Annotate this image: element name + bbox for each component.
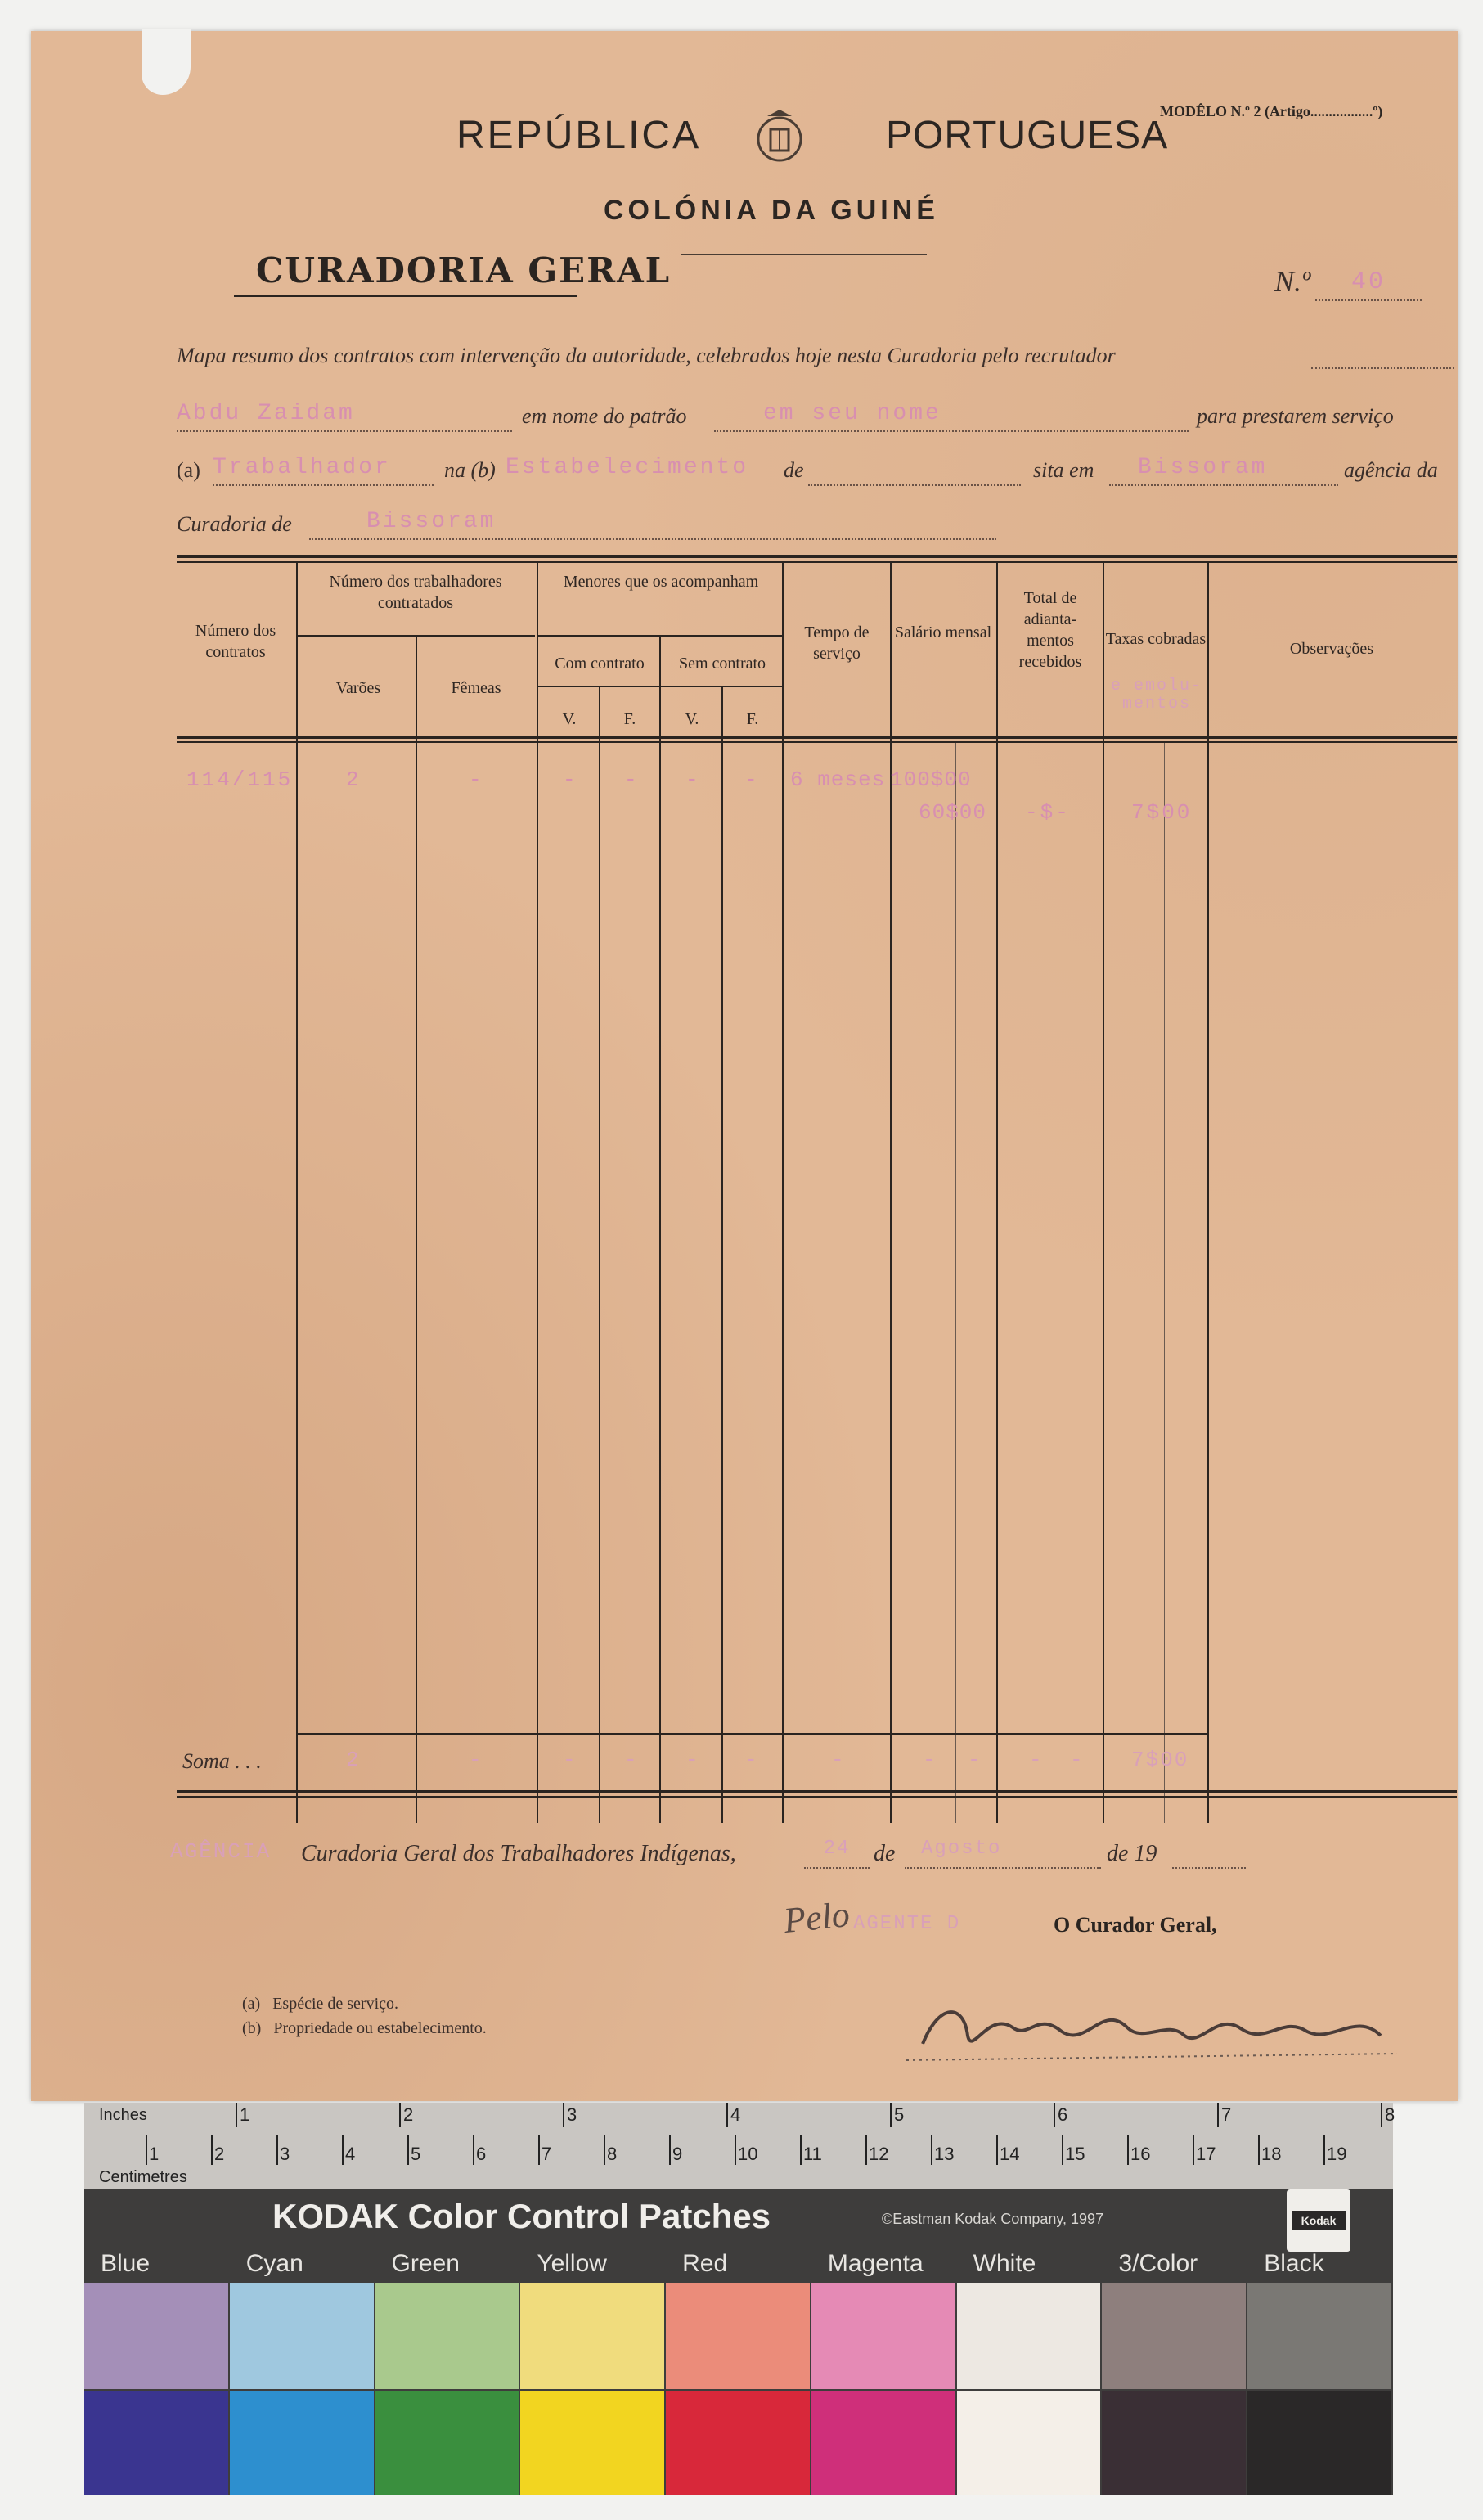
patch-label: Cyan xyxy=(245,2250,303,2277)
color-patch-top xyxy=(1102,2283,1246,2389)
inch-tick xyxy=(1054,2103,1055,2127)
footer-month: Agosto xyxy=(921,1838,1002,1860)
soma-taxas: 7$00 xyxy=(1131,1748,1189,1772)
cm-number: 11 xyxy=(803,2144,822,2164)
col-line-1 xyxy=(296,563,298,1823)
footer-year-dots xyxy=(1172,1838,1246,1869)
soma-tempo: - xyxy=(831,1748,846,1772)
header-tempo: Tempo de serviço xyxy=(804,623,870,663)
cell-com-v: - xyxy=(563,767,578,792)
cell-taxas: 7$00 xyxy=(1131,800,1193,825)
coat-of-arms-icon xyxy=(751,106,808,172)
patch-label: Green xyxy=(391,2250,460,2277)
cm-number: 1 xyxy=(149,2144,160,2164)
ruler-inches-label: Inches xyxy=(99,2106,147,2124)
curadoria-value: Bissoram xyxy=(366,509,497,534)
intro-dots xyxy=(1311,346,1454,369)
kodak-logo-icon xyxy=(1287,2189,1350,2252)
inch-tick xyxy=(890,2103,892,2127)
inch-number: 1 xyxy=(240,2104,250,2125)
color-patch-top xyxy=(1247,2283,1391,2389)
cm-number: 2 xyxy=(214,2144,225,2164)
number-field xyxy=(1315,268,1422,301)
cell-salario-2: 60$00 xyxy=(919,800,987,825)
soma-adiant-a: - xyxy=(1029,1748,1044,1772)
header-total-adiant: Total de adianta- mentos recebidos xyxy=(1018,589,1082,671)
cell-com-f: - xyxy=(624,767,640,792)
cm-tick xyxy=(146,2135,147,2165)
document-page xyxy=(31,31,1458,2101)
col-line-2 xyxy=(537,563,538,1823)
patch-label: Red xyxy=(682,2250,728,2277)
model-label: MODÊLO N.º 2 (Artigo.................º) xyxy=(1160,103,1383,119)
table-top-rule xyxy=(177,555,1457,558)
cell-tempo: 6 meses xyxy=(790,767,886,792)
number-value: 40 xyxy=(1350,268,1386,296)
cm-number: 14 xyxy=(1000,2144,1020,2164)
curator-signature xyxy=(890,1978,1413,2077)
col-line-com-sem xyxy=(659,635,661,1823)
footer-agente-stamp: AGENTE D xyxy=(853,1913,961,1935)
color-patch-bottom xyxy=(811,2391,955,2495)
cell-varoes: 2 xyxy=(346,767,362,792)
cm-tick xyxy=(407,2135,409,2165)
inch-number: 4 xyxy=(730,2104,741,2125)
cm-number: 10 xyxy=(738,2144,758,2164)
agencia-da-label: agência da xyxy=(1344,458,1438,482)
footer-day-field xyxy=(804,1838,870,1869)
cell-salario-1: 100$00 xyxy=(890,767,972,792)
soma-varoes: 2 xyxy=(346,1748,361,1772)
footer-pelo-signature: Pelo xyxy=(781,1893,852,1942)
inch-tick xyxy=(399,2103,401,2127)
inch-tick xyxy=(726,2103,728,2127)
col-line-7 xyxy=(1207,563,1209,1823)
color-patch-bottom xyxy=(957,2391,1101,2495)
patch-label: White xyxy=(973,2250,1036,2277)
service-kind-field xyxy=(213,455,434,486)
cm-tick xyxy=(1062,2135,1063,2165)
cm-tick xyxy=(276,2135,278,2165)
header-sem-contrato: Sem contrato xyxy=(678,655,766,673)
cm-tick xyxy=(1127,2135,1129,2165)
colony-title: COLÓNIA DA GUINÉ xyxy=(604,195,939,226)
cm-tick xyxy=(1258,2135,1260,2165)
cm-number: 12 xyxy=(869,2144,889,2164)
inch-number: 8 xyxy=(1385,2104,1395,2125)
header-sem-v: V. xyxy=(685,710,699,728)
establishment-value: Estabelecimento xyxy=(506,455,749,480)
footer-de19: de 19 xyxy=(1107,1841,1157,1866)
cm-number: 16 xyxy=(1130,2144,1151,2164)
header-menores: Menores que os acompanham xyxy=(563,573,759,591)
col-line-com-vf xyxy=(599,686,600,1823)
table-top-rule-2 xyxy=(177,561,1457,563)
cm-tick xyxy=(1323,2135,1325,2165)
color-patch-top xyxy=(375,2283,519,2389)
cm-tick xyxy=(342,2135,344,2165)
color-patch-bottom xyxy=(230,2391,374,2495)
inch-tick xyxy=(563,2103,564,2127)
color-patch-top xyxy=(520,2283,664,2389)
establishment-field xyxy=(506,455,792,484)
footer-month-field xyxy=(905,1838,1101,1869)
patch-label: Black xyxy=(1264,2250,1324,2277)
kodak-logo-text: Kodak xyxy=(1292,2211,1346,2230)
col-line-varoes xyxy=(416,635,417,1823)
header-varoes: Varões xyxy=(335,679,381,697)
header-bottom-rule xyxy=(177,736,1457,739)
inch-number: 2 xyxy=(403,2104,414,2125)
color-patch-bottom xyxy=(666,2391,810,2495)
col-line-4 xyxy=(890,563,892,1823)
cm-tick xyxy=(996,2135,998,2165)
cm-number: 18 xyxy=(1261,2144,1282,2164)
cell-sem-v: - xyxy=(685,767,701,792)
location-field xyxy=(1109,455,1338,486)
soma-sem-v: - xyxy=(685,1748,700,1772)
inch-number: 6 xyxy=(1058,2104,1068,2125)
color-patch-top xyxy=(666,2283,810,2389)
footer-curador: O Curador Geral, xyxy=(1054,1913,1217,1937)
patch-label: Magenta xyxy=(827,2250,924,2277)
soma-salario-b: - xyxy=(968,1748,982,1772)
inch-number: 3 xyxy=(567,2104,577,2125)
soma-top-rule xyxy=(296,1733,1207,1735)
header-taxas: Taxas cobradas xyxy=(1105,630,1207,648)
col-line-3 xyxy=(782,563,784,1823)
recruiter-field xyxy=(177,401,512,432)
soma-salario-a: - xyxy=(923,1748,937,1772)
footer-agencia-stamp: AGÊNCIA xyxy=(170,1839,272,1864)
cell-contrato: 114/115 xyxy=(186,767,294,792)
cm-tick xyxy=(604,2135,605,2165)
recruiter-value: Abdu Zaidam xyxy=(177,401,355,426)
col-line-sem-vf xyxy=(721,686,723,1823)
curadoria-field xyxy=(309,509,996,540)
header-sem-f: F. xyxy=(746,710,759,728)
cell-sem-f: - xyxy=(744,767,760,792)
patron-field xyxy=(714,401,1189,432)
intro-text: Mapa resumo dos contratos com intervenção da autoridade, celebrados hoje nesta Curadoria pelo recrutador xyxy=(177,344,1116,367)
table-bottom-rule xyxy=(177,1790,1457,1793)
color-patch-top xyxy=(811,2283,955,2389)
footer-note-a: (a) Espécie de serviço. xyxy=(242,1995,399,2013)
republic-right: PORTUGUESA xyxy=(886,114,1169,157)
color-patch-top xyxy=(957,2283,1101,2389)
cm-number: 15 xyxy=(1065,2144,1085,2164)
curadoria-de-label: Curadoria de xyxy=(177,512,292,536)
header-num-contratos: Número dos contratos xyxy=(195,622,276,661)
header-divider xyxy=(681,254,927,255)
soma-femeas: - xyxy=(469,1748,483,1772)
cm-number: 17 xyxy=(1196,2144,1216,2164)
cm-number: 4 xyxy=(345,2144,356,2164)
republic-left: REPÚBLICA xyxy=(456,114,702,157)
cm-tick xyxy=(800,2135,802,2165)
location-value: Bissoram xyxy=(1138,455,1268,480)
header-femeas: Fêmeas xyxy=(451,679,501,697)
inch-tick xyxy=(1217,2103,1219,2127)
cm-number: 6 xyxy=(476,2144,487,2164)
color-patch-bottom xyxy=(1247,2391,1391,2495)
color-patch-bottom xyxy=(375,2391,519,2495)
col-line-taxas-sub xyxy=(1164,743,1165,1823)
header-taxas-stamp: e emolu- mentos xyxy=(1110,677,1202,713)
col-line-5 xyxy=(996,563,998,1823)
kodak-copyright: ©Eastman Kodak Company, 1997 xyxy=(882,2211,1104,2227)
cm-tick xyxy=(735,2135,736,2165)
cm-tick xyxy=(538,2135,540,2165)
cm-number: 8 xyxy=(607,2144,618,2164)
header-salario: Salário mensal xyxy=(894,623,992,641)
footer-curadoria-text: Curadoria Geral dos Trabalhadores Indígenas, xyxy=(301,1841,736,1866)
torn-edge xyxy=(142,29,191,95)
cm-tick xyxy=(211,2135,213,2165)
cell-femeas: - xyxy=(469,767,484,792)
color-patch-bottom xyxy=(84,2391,228,2495)
office-underline xyxy=(234,295,577,297)
color-patch-top xyxy=(230,2283,374,2389)
soma-adiant-b: - xyxy=(1070,1748,1085,1772)
kodak-color-strip xyxy=(84,2103,1393,2495)
cm-number: 5 xyxy=(411,2144,421,2164)
cell-adiant: -$- xyxy=(1025,800,1071,825)
col-line-6 xyxy=(1103,563,1104,1823)
header-com-f: F. xyxy=(623,710,636,728)
soma-com-v: - xyxy=(563,1748,577,1772)
cm-number: 13 xyxy=(934,2144,955,2164)
office-title: CURADORIA GERAL xyxy=(256,250,672,290)
cm-tick xyxy=(1193,2135,1194,2165)
header-observacoes: Observações xyxy=(1289,640,1374,658)
header-com-contrato: Com contrato xyxy=(555,655,645,673)
inch-tick xyxy=(236,2103,237,2127)
header-num-trabalhadores: Número dos trabalhadores contratados xyxy=(329,573,502,612)
footer-de1: de xyxy=(874,1841,896,1866)
cm-tick xyxy=(669,2135,671,2165)
de-label: de xyxy=(784,458,804,482)
cm-tick xyxy=(473,2135,474,2165)
sita-em-label: sita em xyxy=(1033,458,1094,482)
soma-sem-f: - xyxy=(744,1748,759,1772)
footer-day: 24 xyxy=(823,1838,851,1860)
patch-label: Blue xyxy=(101,2250,151,2277)
inch-tick xyxy=(1381,2103,1382,2127)
de-dots xyxy=(808,455,1021,486)
kodak-title: KODAK Color Control Patches xyxy=(272,2197,771,2235)
cm-number: 3 xyxy=(280,2144,290,2164)
ruler xyxy=(84,2103,1393,2189)
soma-label: Soma . . . xyxy=(182,1749,262,1773)
service-kind-value: Trabalhador xyxy=(213,455,391,480)
patch-label: 3/Color xyxy=(1118,2250,1198,2277)
to-serve-label: para prestarem serviço xyxy=(1197,404,1394,428)
cm-number: 7 xyxy=(542,2144,552,2164)
inch-number: 5 xyxy=(894,2104,905,2125)
color-patch-bottom xyxy=(520,2391,664,2495)
col-line-salario-sub xyxy=(955,743,956,1823)
patron-value: em seu nome xyxy=(763,401,941,426)
na-b-label: na (b) xyxy=(444,458,496,482)
color-patch-bottom xyxy=(1102,2391,1246,2495)
a-label: (a) xyxy=(177,458,200,482)
header-bottom-rule-2 xyxy=(177,741,1457,743)
footer-note-b: (b) Propriedade ou estabelecimento. xyxy=(242,2019,487,2037)
cm-number: 9 xyxy=(672,2144,683,2164)
inch-number: 7 xyxy=(1221,2104,1232,2125)
cm-tick xyxy=(931,2135,932,2165)
ruler-cm-label: Centimetres xyxy=(99,2168,187,2186)
color-patch-top xyxy=(84,2283,228,2389)
cm-tick xyxy=(865,2135,867,2165)
cm-number: 19 xyxy=(1327,2144,1347,2164)
on-behalf-label: em nome do patrão xyxy=(522,404,687,428)
header-com-v: V. xyxy=(562,710,577,728)
patch-label: Yellow xyxy=(537,2250,607,2277)
number-label: N.º xyxy=(1274,265,1311,298)
soma-com-f: - xyxy=(624,1748,639,1772)
table-bottom-rule-2 xyxy=(177,1796,1457,1798)
